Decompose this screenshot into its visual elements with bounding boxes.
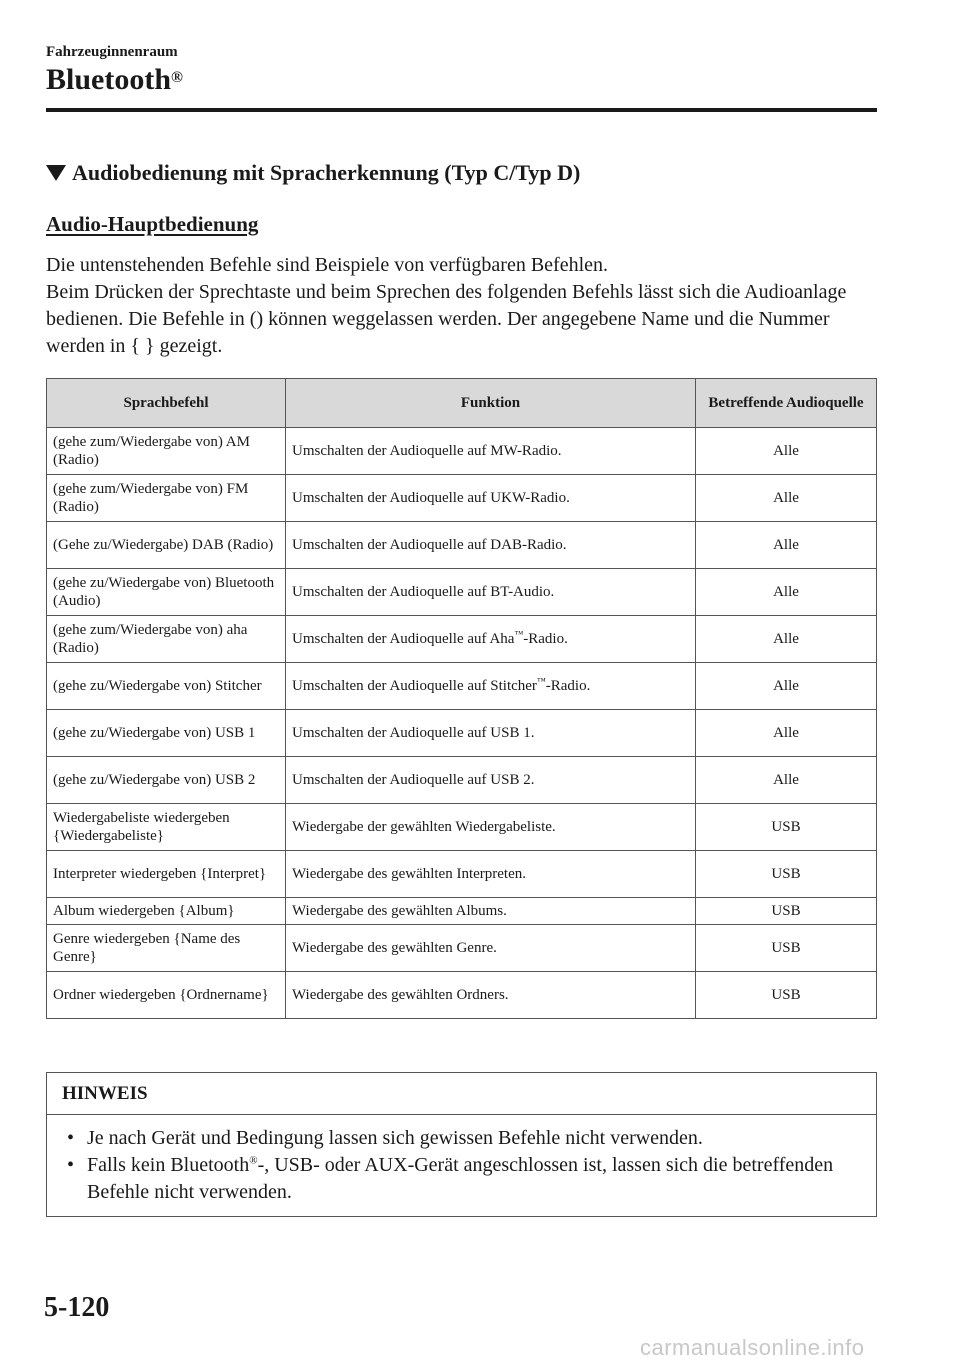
cell-command: (gehe zum/Wiedergabe von) FM (Radio) xyxy=(47,475,286,522)
cell-source: Alle xyxy=(696,569,877,616)
cell-command: (gehe zu/Wiedergabe von) USB 2 xyxy=(47,757,286,804)
bullet-icon: • xyxy=(67,1154,75,1176)
note-item-text: Falls kein Bluetooth xyxy=(87,1154,250,1176)
triangle-down-icon xyxy=(46,165,66,181)
table-row xyxy=(47,757,877,804)
cell-command: (gehe zum/Wiedergabe von) aha (Radio) xyxy=(47,616,286,663)
note-list xyxy=(47,1125,876,1206)
chapter-label: Fahrzeuginnenraum xyxy=(46,44,178,60)
note-item-suffix: -, USB- oder AUX-Gerät angeschlossen ist, lassen sich die betreffenden Befehle nicht verwenden. xyxy=(87,1154,834,1203)
cell-source: Alle xyxy=(696,616,877,663)
subheading: Audio-Hauptbedienung xyxy=(46,212,259,236)
table-row xyxy=(47,428,877,475)
cell-source: USB xyxy=(696,898,877,925)
cell-function: Wiedergabe des gewählten Ordners. xyxy=(286,972,696,1019)
section-title xyxy=(46,60,183,100)
cell-command: (Gehe zu/Wiedergabe) DAB (Radio) xyxy=(47,522,286,569)
header-source: Betreffende Audioquelle xyxy=(696,379,877,428)
note-item-text: Je nach Gerät und Bedingung lassen sich gewissen Befehle nicht verwenden. xyxy=(87,1127,703,1149)
cell-function: Umschalten der Audioquelle auf USB 2. xyxy=(286,757,696,804)
table-row xyxy=(47,972,877,1019)
intro-paragraph: Die untenstehenden Befehle sind Beispiele von verfügbaren Befehlen. xyxy=(46,254,609,276)
cell-source: USB xyxy=(696,851,877,898)
cell-function-text: Umschalten der Audioquelle auf Stitcher xyxy=(292,678,537,694)
cell-function-suffix: -Radio. xyxy=(545,678,591,694)
cell-command: (gehe zu/Wiedergabe von) Stitcher xyxy=(47,663,286,710)
table-row xyxy=(47,663,877,710)
intro-paragraph: Beim Drücken der Sprechtaste und beim Sprechen des folgenden Befehls lässt sich die Audioanlage bedienen. Die Befehle in () können weggelassen werden. Der angegebene Name und die Nummer werden in { } gezeigt. xyxy=(46,281,847,357)
cell-function xyxy=(286,663,696,710)
table-row xyxy=(47,898,877,925)
cell-function-text: Umschalten der Audioquelle auf Aha xyxy=(292,631,515,647)
cell-function: Wiedergabe des gewählten Albums. xyxy=(286,898,696,925)
note-item xyxy=(65,1152,866,1206)
registered-mark: ® xyxy=(171,69,183,86)
table-row xyxy=(47,851,877,898)
table-row xyxy=(47,804,877,851)
topic-heading xyxy=(46,158,580,188)
cell-source: Alle xyxy=(696,710,877,757)
cell-command: (gehe zum/Wiedergabe von) AM (Radio) xyxy=(47,428,286,475)
table-row xyxy=(47,616,877,663)
cell-command: Album wiedergeben {Album} xyxy=(47,898,286,925)
page-number: 5-120 xyxy=(44,1292,110,1323)
cell-function: Umschalten der Audioquelle auf MW-Radio. xyxy=(286,428,696,475)
table-row xyxy=(47,522,877,569)
cell-function-suffix: -Radio. xyxy=(523,631,568,647)
note-title: HINWEIS xyxy=(47,1073,876,1115)
cell-source: USB xyxy=(696,925,877,972)
voice-command-table xyxy=(46,378,877,1019)
cell-function xyxy=(286,616,696,663)
table-row xyxy=(47,569,877,616)
cell-source: USB xyxy=(696,972,877,1019)
cell-function: Umschalten der Audioquelle auf DAB-Radio. xyxy=(286,522,696,569)
table-row xyxy=(47,925,877,972)
cell-source: Alle xyxy=(696,475,877,522)
cell-command: (gehe zu/Wiedergabe von) Bluetooth (Audio) xyxy=(47,569,286,616)
cell-command: Wiedergabeliste wiedergeben {Wiedergabeliste} xyxy=(47,804,286,851)
cell-command: Ordner wiedergeben {Ordnername} xyxy=(47,972,286,1019)
cell-function: Wiedergabe des gewählten Interpreten. xyxy=(286,851,696,898)
cell-source: Alle xyxy=(696,757,877,804)
watermark-text: carmanualsonline.info xyxy=(640,1335,865,1360)
cell-source: Alle xyxy=(696,663,877,710)
trademark-mark: ™ xyxy=(536,676,546,686)
header-command: Sprachbefehl xyxy=(47,379,286,428)
cell-command: Genre wiedergeben {Name des Genre} xyxy=(47,925,286,972)
intro-text xyxy=(46,252,876,360)
cell-function: Umschalten der Audioquelle auf BT-Audio. xyxy=(286,569,696,616)
table-header-row xyxy=(47,379,877,428)
cell-source: USB xyxy=(696,804,877,851)
cell-function: Wiedergabe der gewählten Wiedergabeliste. xyxy=(286,804,696,851)
note-box xyxy=(46,1072,877,1217)
bullet-icon: • xyxy=(67,1127,75,1149)
cell-function: Umschalten der Audioquelle auf UKW-Radio. xyxy=(286,475,696,522)
header-rule xyxy=(46,108,877,112)
section-title-text: Bluetooth xyxy=(46,63,172,96)
header-function: Funktion xyxy=(286,379,696,428)
cell-source: Alle xyxy=(696,428,877,475)
cell-function: Wiedergabe des gewählten Genre. xyxy=(286,925,696,972)
cell-source: Alle xyxy=(696,522,877,569)
cell-command: (gehe zu/Wiedergabe von) USB 1 xyxy=(47,710,286,757)
cell-function: Umschalten der Audioquelle auf USB 1. xyxy=(286,710,696,757)
trademark-mark: ™ xyxy=(514,629,524,639)
note-item xyxy=(65,1125,866,1152)
table-row xyxy=(47,710,877,757)
cell-command: Interpreter wiedergeben {Interpret} xyxy=(47,851,286,898)
table-row xyxy=(47,475,877,522)
registered-mark: ® xyxy=(249,1154,258,1167)
topic-heading-text: Audiobedienung mit Spracherkennung (Typ C/Typ D) xyxy=(72,160,581,185)
